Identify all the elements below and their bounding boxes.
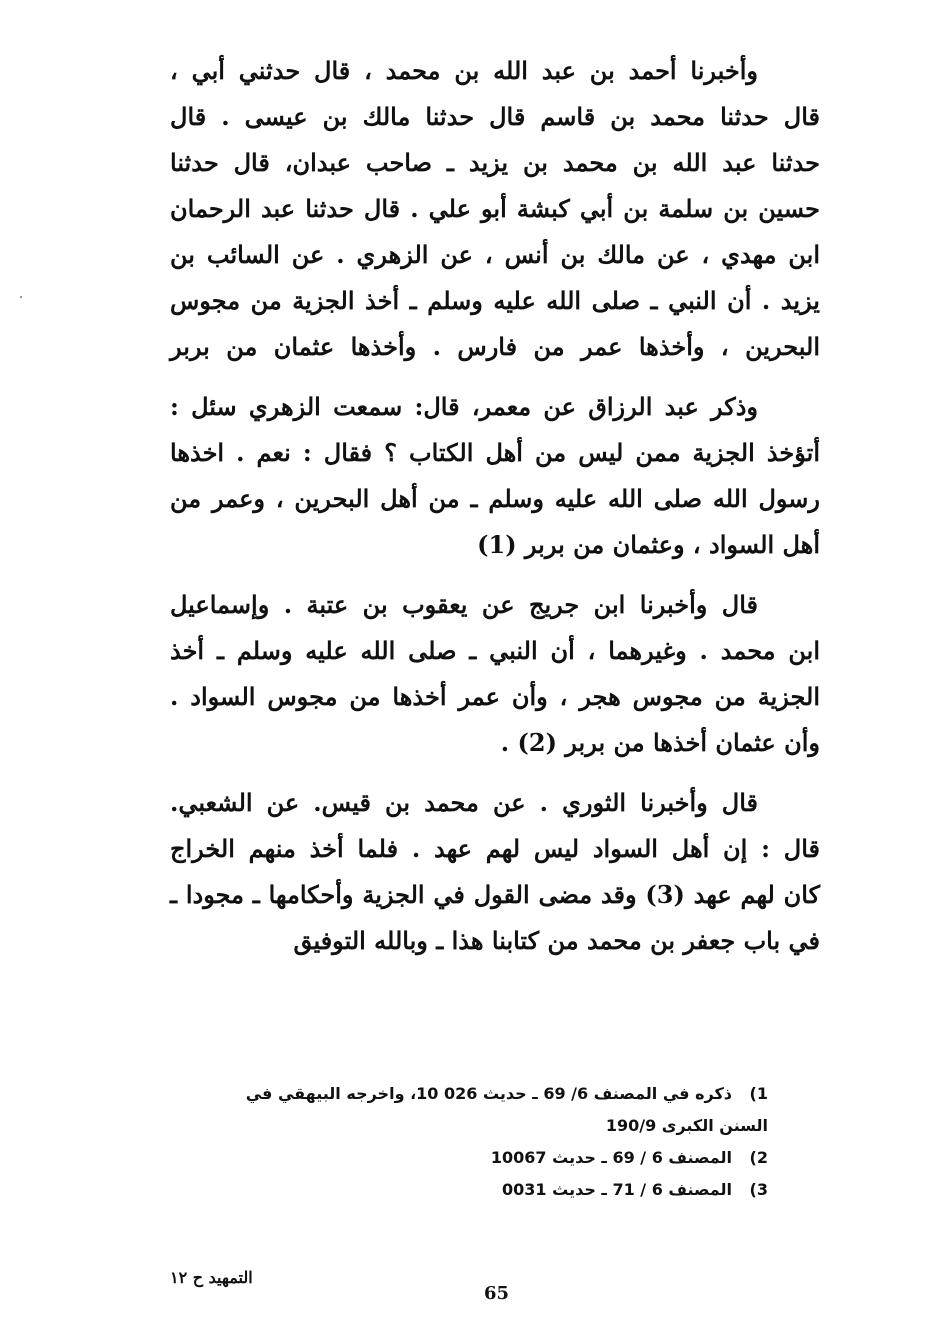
text-line: قال وأخبرنا الثوري . عن محمد بن قيس. عن الشعبي.	[170, 788, 758, 817]
footnote-3	[456, 1174, 768, 1206]
text-line: وأن عثمان أخذها من بربر (2) .	[500, 728, 820, 757]
footnote-number: 1)	[749, 1084, 768, 1103]
text-line: حسين بن سلمة بن أبي كبشة أبو علي . قال حدثنا عبد الرحمان	[170, 194, 820, 223]
text-line: قال وأخبرنا ابن جريج عن يعقوب بن عتبة . وإسماعيل	[170, 590, 758, 619]
text-line: وذكر عبد الرزاق عن معمر، قال: سمعت الزهري سئل :	[170, 392, 758, 421]
text-line: كان لهم عهد (3) وقد مضى القول في الجزية وأحكامها ـ مجودا ـ	[170, 880, 820, 909]
text-line: حدثنا عبد الله بن محمد بن يزيد ـ صاحب عبدان، قال حدثنا	[170, 148, 820, 177]
text-line: أتؤخذ الجزية ممن ليس من أهل الكتاب ؟ فقال : نعم . اخذها	[170, 438, 820, 467]
page-number: 65	[484, 1283, 510, 1304]
text-line: ابن مهدي ، عن مالك بن أنس ، عن الزهري . عن السائب بن	[170, 240, 820, 269]
paragraph-1	[170, 48, 820, 370]
text-line: في باب جعفر بن محمد من كتابنا هذا ـ وبالله التوفيق	[293, 926, 820, 955]
text-line: يزيد . أن النبي ـ صلى الله عليه وسلم ـ أخذ الجزية من مجوس	[170, 286, 820, 315]
paragraph-2	[170, 384, 820, 568]
text-line: البحرين ، وأخذها عمر من فارس . وأخذها عثمان من بربر	[170, 332, 820, 361]
footnote-number: 2)	[749, 1148, 768, 1167]
paragraph-3	[170, 582, 820, 766]
footnote-1	[168, 1078, 768, 1110]
paragraph-4	[170, 780, 820, 964]
text-line: قال : إن أهل السواد ليس لهم عهد . فلما أخذ منهم الخراج	[170, 834, 820, 863]
footnote-text: ذكره في المصنف 6/ 69 ـ حديث 026 10، واخرجه البيهقي في	[245, 1084, 732, 1103]
text-line: وأخبرنا أحمد بن عبد الله بن محمد ، قال حدثني أبي ،	[170, 56, 758, 85]
footnote-1-continuation: السنن الكبرى 190/9	[605, 1116, 768, 1135]
text-line: ابن محمد . وغيرهما ، أن النبي ـ صلى الله عليه وسلم ـ أخذ	[170, 636, 820, 665]
scan-speck	[20, 296, 22, 298]
text-line: رسول الله صلى الله عليه وسلم ـ من أهل البحرين ، وعمر من	[170, 484, 820, 513]
main-text	[170, 48, 820, 978]
text-line: الجزية من مجوس هجر ، وأن عمر أخذها من مجوس السواد .	[170, 682, 820, 711]
text-line: أهل السواد ، وعثمان من بربر (1)	[477, 530, 820, 559]
text-line: قال حدثنا محمد بن قاسم قال حدثنا مالك بن عيسى . قال	[170, 102, 820, 131]
footnote-number: 3)	[749, 1180, 768, 1199]
footnote-2	[456, 1142, 768, 1174]
footnote-text: المصنف 6 / 69 ـ حديث 10067	[490, 1148, 732, 1167]
footnote-text: المصنف 6 / 71 ـ حديث 0031	[502, 1180, 732, 1199]
running-head: التمهيد ح ١٢	[170, 1268, 253, 1287]
footnotes	[168, 1078, 768, 1206]
